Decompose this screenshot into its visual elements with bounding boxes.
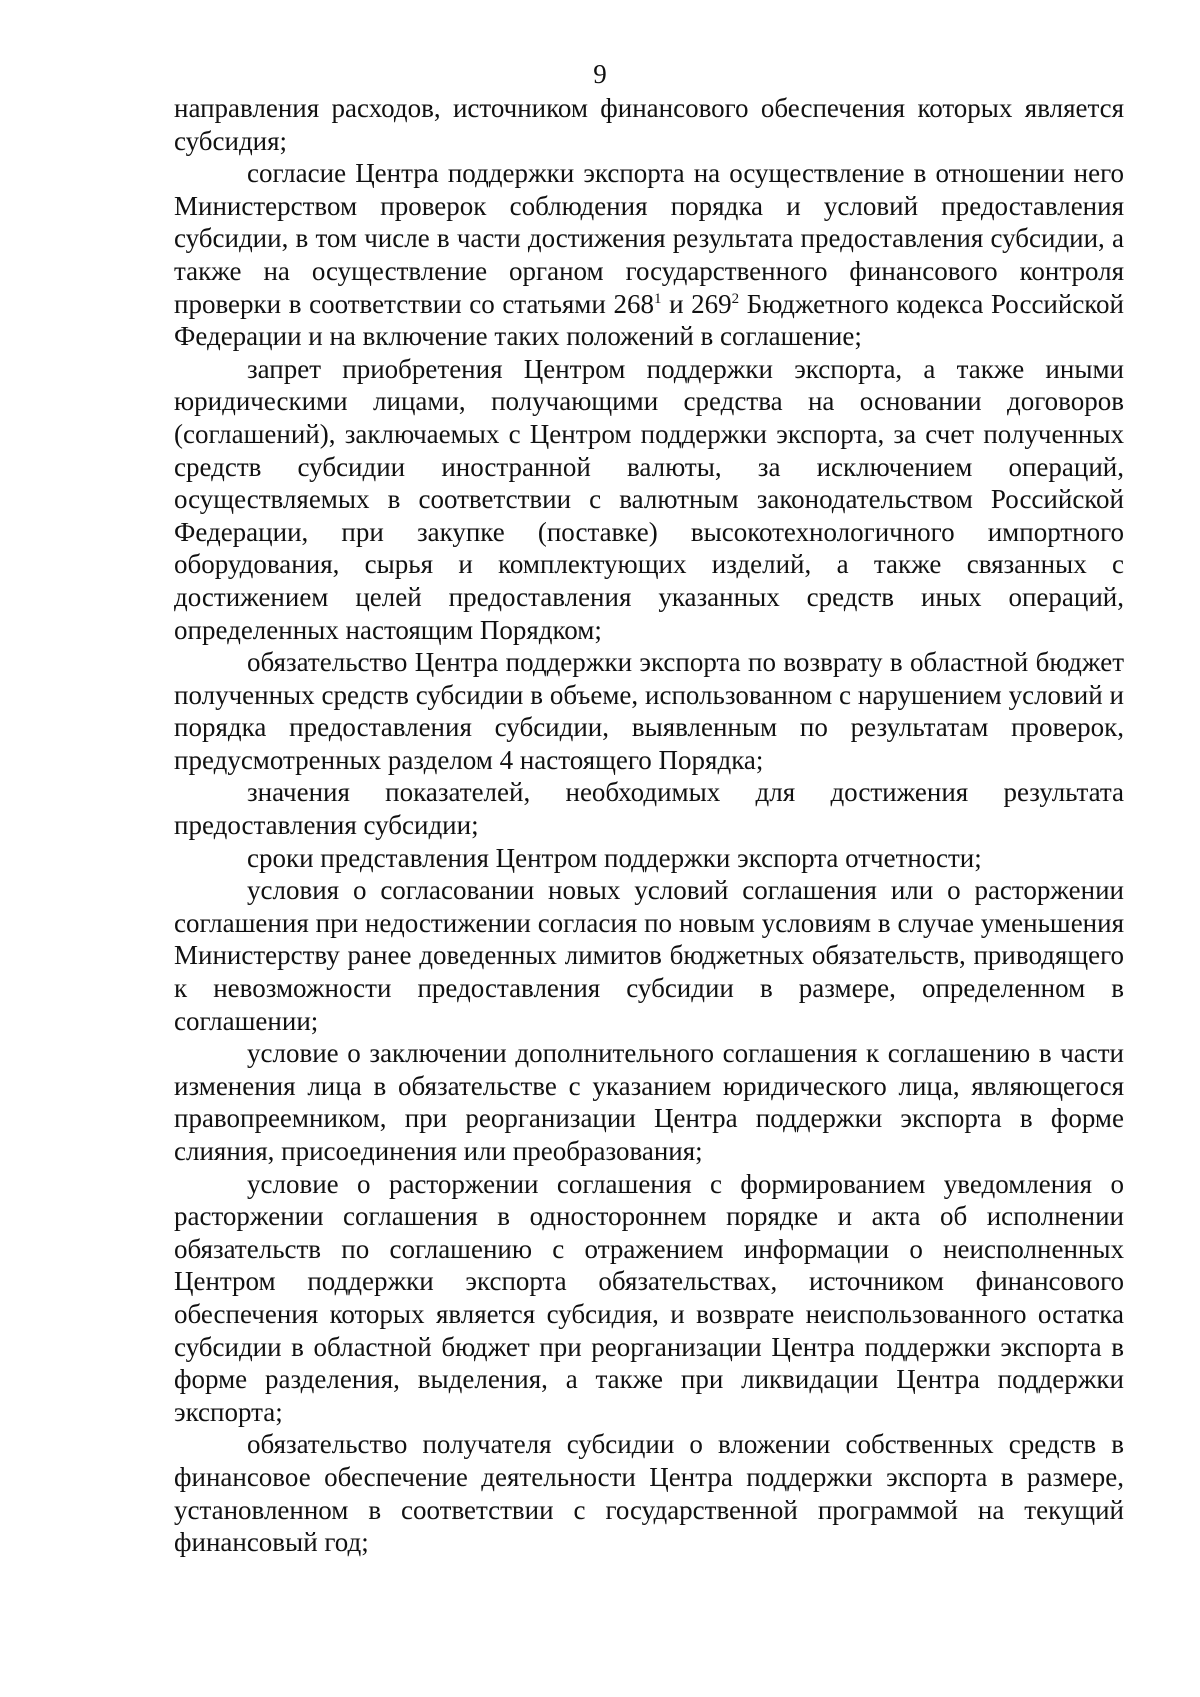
- paragraph-consent-to-inspections: [174, 157, 1124, 353]
- paragraph-reporting-deadlines: сроки представления Центром поддержки экспорта отчетности;: [247, 842, 982, 873]
- paragraph-refund-obligation: обязательство Центра поддержки экспорта по возврату в областной бюджет полученных средств субсидии в объеме, использованном с нарушением условий и порядка предоставления субсидии, выявленным по результатам проверок, предусмотренных разделом 4 настоящего Порядка;: [174, 647, 1124, 775]
- page-number: 9: [593, 59, 607, 89]
- paragraph-currency-ban: запрет приобретения Центром поддержки экспорта, а также иными юридическими лицами, получающими средства на основании договоров (соглашений), заключаемых с Центром поддержки экспорта, за счет полученных средств субсидии иностранной валюты, за исключением операций, осуществляемых в соответствии с валютным законодательством Российской Федерации, при закупке (поставке) высокотехнологичного импортного оборудования, сырья и комплектующих изделий, а также связанных с достижением целей предоставления указанных средств иных операций, определенных настоящим Порядком;: [174, 353, 1124, 645]
- paragraph-additional-agreement: условие о заключении дополнительного соглашения к соглашению в части изменения лица в обязательстве с указанием юридического лица, являющегося правопреемником, при реорганизации Центра поддержки экспорта в форме слияния, присоединения или преобразования;: [174, 1038, 1124, 1166]
- paragraph-text: согласие Центра поддержки экспорта на осуществление в отношении него Министерством проверок соблюдения порядка и условий предоставления субсидии, в том числе в части достижения результата предоставления субсидии, а также на осуществление органом государственного финансового контроля проверки в соответствии со статьями 268: [174, 158, 1124, 319]
- paragraph-text: Бюджетного кодекса Российской Федерации и на включение таких положений в соглашение;: [174, 288, 1125, 352]
- document-body: [174, 92, 1124, 1559]
- paragraph-text: и 269: [661, 288, 732, 319]
- article-268-superscript: 1: [653, 290, 662, 307]
- paragraph-continuation: направления расходов, источником финансового обеспечения которых является субсидия;: [174, 93, 1124, 156]
- paragraph-new-terms-agreement: условия о согласовании новых условий соглашения или о расторжении соглашения при недостижении согласия по новым условиям в случае уменьшения Министерству ранее доведенных лимитов бюджетных обязательств, приводящего к невозможности предоставления субсидии в размере, определенном в соглашении;: [174, 875, 1124, 1036]
- paragraph-own-funds-obligation: обязательство получателя субсидии о вложении собственных средств в финансовое обеспечение деятельности Центра поддержки экспорта в размере, установленном в соответствии с государственной программой на текущий финансовый год;: [174, 1429, 1124, 1558]
- article-269-superscript: 2: [731, 290, 740, 307]
- paragraph-termination-conditions: условие о расторжении соглашения с формированием уведомления о расторжении соглашения в одностороннем порядке и акта об исполнении обязательств по соглашению с отражением информации о неисполненных Центром поддержки экспорта обязательствах, источником финансового обеспечения которых является субсидия, и возврате неиспользованного остатка субсидии в областной бюджет при реорганизации Центра поддержки экспорта в форме разделения, выделения, а также при ликвидации Центра поддержки экспорта;: [174, 1168, 1124, 1427]
- paragraph-indicator-values: значения показателей, необходимых для достижения результата предоставления субсидии;: [174, 777, 1124, 841]
